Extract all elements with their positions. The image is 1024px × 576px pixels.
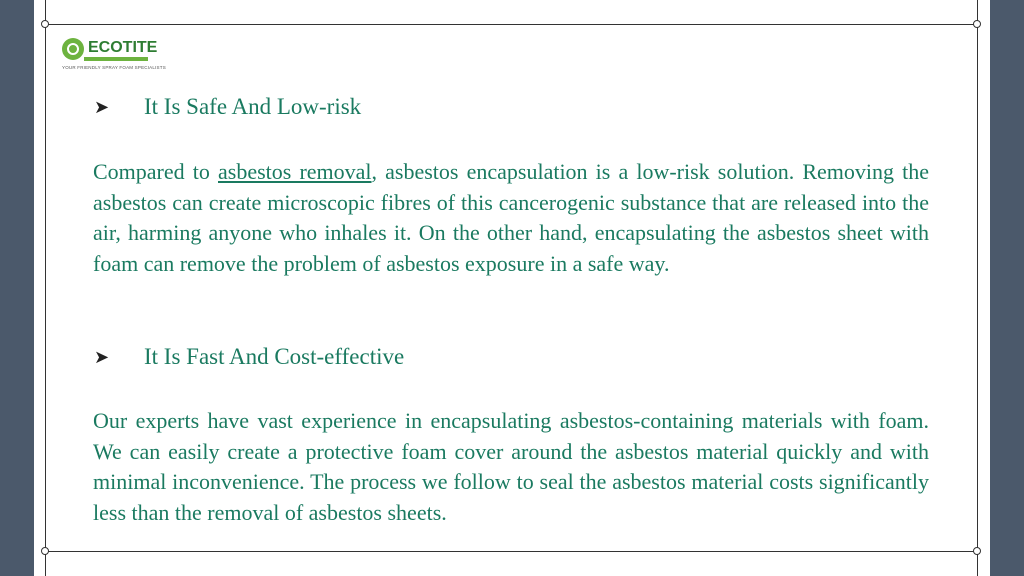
frame-bottom-line: [46, 551, 978, 552]
paragraph-safe: [93, 157, 929, 279]
frame-top-line: [46, 24, 978, 25]
frame-corner-dot: [973, 547, 981, 555]
heading-text: It Is Fast And Cost-effective: [144, 344, 405, 369]
arrow-bullet-icon: ➤: [94, 96, 110, 117]
section-heading-safe: [94, 94, 361, 120]
brand-name: ECOTITE: [88, 39, 158, 56]
heading-text: It Is Safe And Low-risk: [144, 94, 362, 119]
brand-tagline: YOUR FRIENDLY SPRAY FOAM SPECIALISTS: [62, 65, 166, 70]
paragraph-text: , asbestos encapsulation is a low-risk solution. Removing the asbestos can create microscopic fibres of this cancerogenic substance that are released into the air, harming anyone who inhales it. On the other hand, encapsulating the asbestos sheet with foam can remove the problem of asbestos exposure in a safe way.: [93, 159, 929, 276]
brand-bar: [84, 57, 148, 61]
frame-right-line: [977, 0, 978, 576]
arrow-bullet-icon: ➤: [94, 346, 110, 367]
paragraph-fast: Our experts have vast experience in encapsulating asbestos-containing materials with foam. We can easily create a protective foam cover around the asbestos material quickly and with minimal inconvenience. The process we follow to seal the asbestos material costs significantly less than the removal of asbestos sheets.: [93, 408, 929, 525]
frame-corner-dot: [973, 20, 981, 28]
asbestos-removal-link[interactable]: asbestos removal: [218, 159, 372, 184]
brand-logo: [62, 37, 157, 61]
paragraph-text: Compared to: [93, 159, 218, 184]
section-heading-fast: [94, 344, 404, 370]
frame-corner-dot: [41, 20, 49, 28]
recycle-icon: [62, 38, 84, 60]
frame-corner-dot: [41, 547, 49, 555]
frame-left-line: [45, 0, 46, 576]
